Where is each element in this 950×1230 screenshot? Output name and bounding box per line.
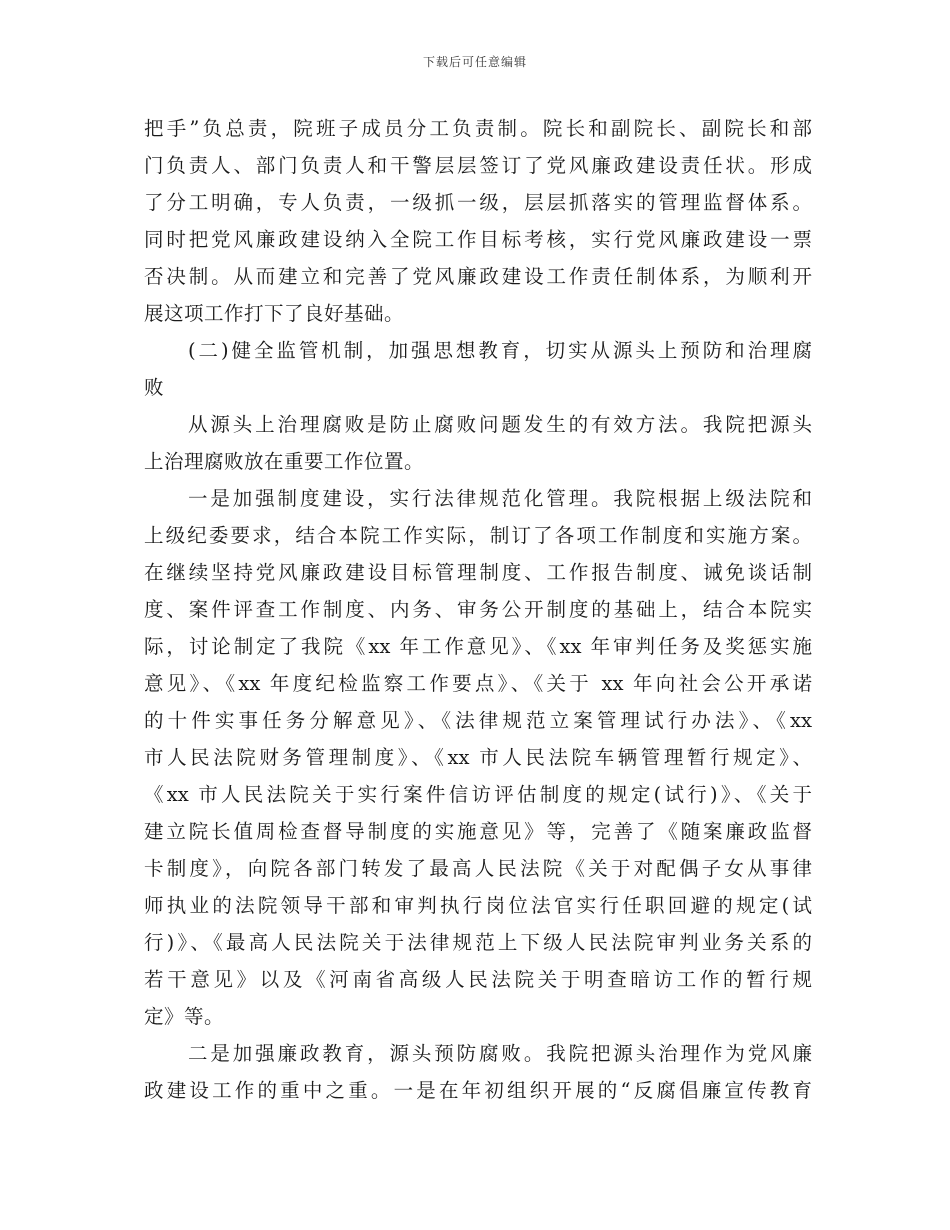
- text-line: 在继续坚持党风廉政建设目标管理制度、工作报告制度、诫免谈话制: [144, 561, 812, 584]
- text-line: 定》等。: [144, 1005, 225, 1028]
- text-line: 了分工明确，专人负责，一级抓一级，层层抓落实的管理监督体系。: [144, 191, 812, 214]
- section-heading: (二)健全监管机制，加强思想教育，切实从源头上预防和治理腐: [188, 339, 812, 362]
- text-line: 同时把党风廉政建设纳入全院工作目标考核，实行党风廉政建设一票: [144, 228, 812, 251]
- text-line: 意见》、《xx 年度纪检监察工作要点》、《关于 xx 年向社会公开承诺: [144, 672, 812, 695]
- text-line: 度、案件评查工作制度、内务、审务公开制度的基础上，结合本院实: [144, 598, 812, 621]
- header-note: 下载后可任意编辑: [422, 55, 527, 69]
- text-line: 建立院长值周检查督导制度的实施意见》等，完善了《随案廉政监督: [144, 820, 812, 843]
- text-line: 展这项工作打下了良好基础。: [144, 302, 405, 325]
- text-line: 一是加强制度建设，实行法律规范化管理。我院根据上级法院和: [188, 487, 812, 510]
- text-line: 二是加强廉政教育，源头预防腐败。我院把源头治理作为党风廉: [188, 1042, 812, 1065]
- text-line: 《xx 市人民法院关于实行案件信访评估制度的规定(试行)》、《关于: [144, 783, 812, 806]
- text-line: 上级纪委要求，结合本院工作实际，制订了各项工作制度和实施方案。: [144, 524, 812, 547]
- text-line: 上治理腐败放在重要工作位置。: [144, 450, 425, 473]
- text-line: 的十件实事任务分解意见》、《法律规范立案管理试行办法》、《xx: [144, 709, 812, 732]
- text-line: 政建设工作的重中之重。一是在年初组织开展的“反腐倡廉宣传教育: [144, 1079, 812, 1102]
- text-line: 否决制。从而建立和完善了党风廉政建设工作责任制体系，为顺利开: [144, 265, 812, 288]
- text-line: 从源头上治理腐败是防止腐败问题发生的有效方法。我院把源头: [188, 413, 812, 436]
- text-line: 若干意见》以及《河南省高级人民法院关于明查暗访工作的暂行规: [144, 968, 812, 991]
- section-heading-continued: 败: [144, 376, 165, 399]
- text-line: 市人民法院财务管理制度》、《xx 市人民法院车辆管理暂行规定》、: [144, 746, 812, 769]
- text-line: 把手”负总责，院班子成员分工负责制。院长和副院长、副院长和部: [144, 117, 812, 140]
- text-line: 门负责人、部门负责人和干警层层签订了党风廉政建设责任状。形成: [144, 154, 812, 177]
- text-line: 行)》、《最高人民法院关于法律规范上下级人民法院审判业务关系的: [144, 931, 812, 954]
- body-text: [144, 110, 812, 1109]
- text-line: 卡制度》，向院各部门转发了最高人民法院《关于对配偶子女从事律: [144, 857, 812, 880]
- text-line: 师执业的法院领导干部和审判执行岗位法官实行任职回避的规定(试: [144, 894, 812, 917]
- text-line: 际，讨论制定了我院《xx 年工作意见》、《xx 年审判任务及奖惩实施: [144, 635, 812, 658]
